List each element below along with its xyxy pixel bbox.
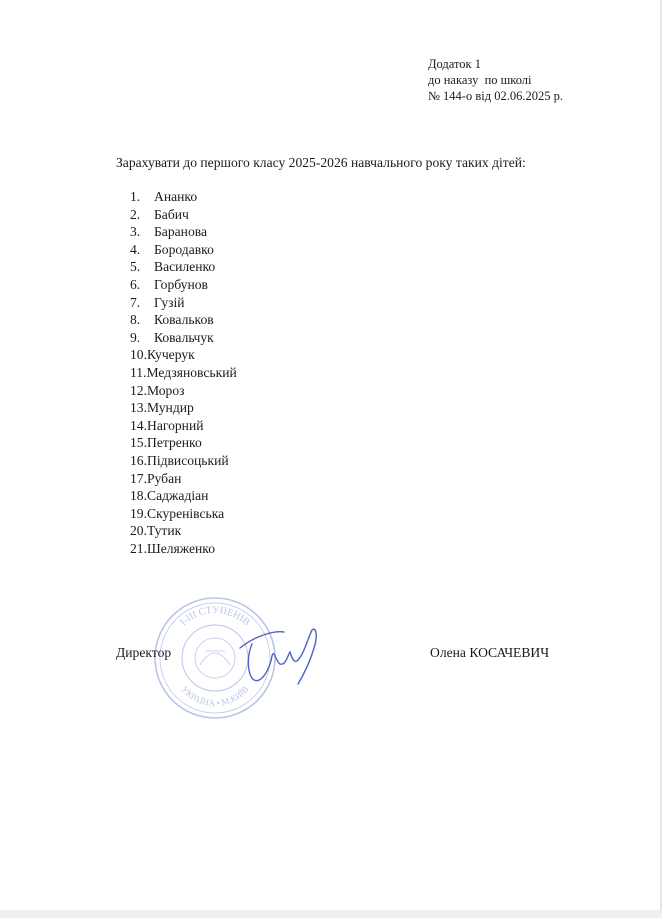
student-list-item xyxy=(130,364,237,382)
stamp-text-bottom: УКРАЇНА • М.КИЇВ xyxy=(179,684,251,709)
student-surname: Рубан xyxy=(147,470,182,486)
student-surname: Горбунов xyxy=(154,276,208,292)
signer-name: Олена КОСАЧЕВИЧ xyxy=(430,645,550,660)
student-list-item xyxy=(130,346,237,364)
annex-order-number: № 144-о від 02.06.2025 р. xyxy=(428,89,563,103)
student-surname: Медзяновський xyxy=(146,364,237,380)
student-list-item xyxy=(130,452,237,470)
student-list-item xyxy=(130,399,237,417)
student-surname: Василенко xyxy=(154,259,216,275)
student-surname: Ковальков xyxy=(154,312,214,328)
student-surname: Саджадіан xyxy=(147,488,209,504)
student-list-item xyxy=(130,505,237,523)
student-list-item xyxy=(130,487,237,505)
student-list-item xyxy=(130,382,237,400)
student-surname: Баранова xyxy=(154,224,208,240)
student-list-item xyxy=(130,206,237,224)
director-signature xyxy=(232,618,332,688)
student-number: 18. xyxy=(130,488,147,504)
student-list-item xyxy=(130,223,237,241)
student-surname: Бабич xyxy=(154,206,189,222)
student-list-item xyxy=(130,188,237,206)
student-number: 1. xyxy=(130,189,141,204)
student-surname: Тутик xyxy=(147,523,182,539)
student-list-item xyxy=(130,540,237,558)
student-number: 5. xyxy=(130,259,141,275)
student-number: 11. xyxy=(130,364,147,380)
student-list-item xyxy=(130,241,237,259)
student-number: 12. xyxy=(130,382,147,398)
student-number: 9. xyxy=(130,329,141,345)
student-number: 17. xyxy=(130,470,147,486)
student-surname: Ананко xyxy=(154,189,198,204)
student-surname: Бородавко xyxy=(154,241,214,257)
student-surname: Підвисоцький xyxy=(147,452,229,468)
annex-header xyxy=(428,56,563,104)
student-surname: Мороз xyxy=(147,382,185,398)
scan-edge-bottom xyxy=(0,910,662,918)
student-list-item xyxy=(130,329,237,347)
student-surname: Скуренівська xyxy=(147,505,225,521)
student-number: 7. xyxy=(130,294,141,310)
student-list-item xyxy=(130,294,237,312)
student-list-item xyxy=(130,258,237,276)
intro-text: Зарахувати до першого класу 2025-2026 навчального року таких дітей: xyxy=(116,155,526,170)
student-number: 16. xyxy=(130,452,147,468)
student-number: 6. xyxy=(130,276,141,292)
student-number: 19. xyxy=(130,505,147,521)
student-number: 20. xyxy=(130,523,147,539)
student-list-item xyxy=(130,522,237,540)
student-surname: Гузій xyxy=(154,294,185,310)
student-surname: Кучерук xyxy=(147,347,195,363)
student-number: 14. xyxy=(130,417,147,433)
student-list xyxy=(130,188,237,557)
student-number: 2. xyxy=(130,206,141,222)
student-number: 15. xyxy=(130,435,147,451)
student-list-item xyxy=(130,470,237,488)
student-number: 10. xyxy=(130,347,147,363)
student-number: 4. xyxy=(130,241,141,257)
signer-title: Директор xyxy=(116,645,172,660)
student-surname: Шеляженко xyxy=(147,540,216,556)
student-list-item xyxy=(130,417,237,435)
student-number: 13. xyxy=(130,400,147,416)
student-list-item xyxy=(130,276,237,294)
stamp-text-top: І-ІІІ СТУПЕНІВ xyxy=(178,604,252,629)
student-number: 21. xyxy=(130,540,147,556)
annex-title: Додаток 1 xyxy=(428,57,481,71)
student-surname: Петренко xyxy=(147,435,202,451)
student-list-item xyxy=(130,434,237,452)
student-number: 8. xyxy=(130,312,141,328)
student-list-item xyxy=(130,311,237,329)
annex-order-ref: до наказу по школі xyxy=(428,73,532,87)
student-surname: Нагорний xyxy=(147,417,204,433)
student-number: 3. xyxy=(130,224,141,240)
student-surname: Ковальчук xyxy=(154,329,214,345)
student-surname: Мундир xyxy=(147,400,194,416)
